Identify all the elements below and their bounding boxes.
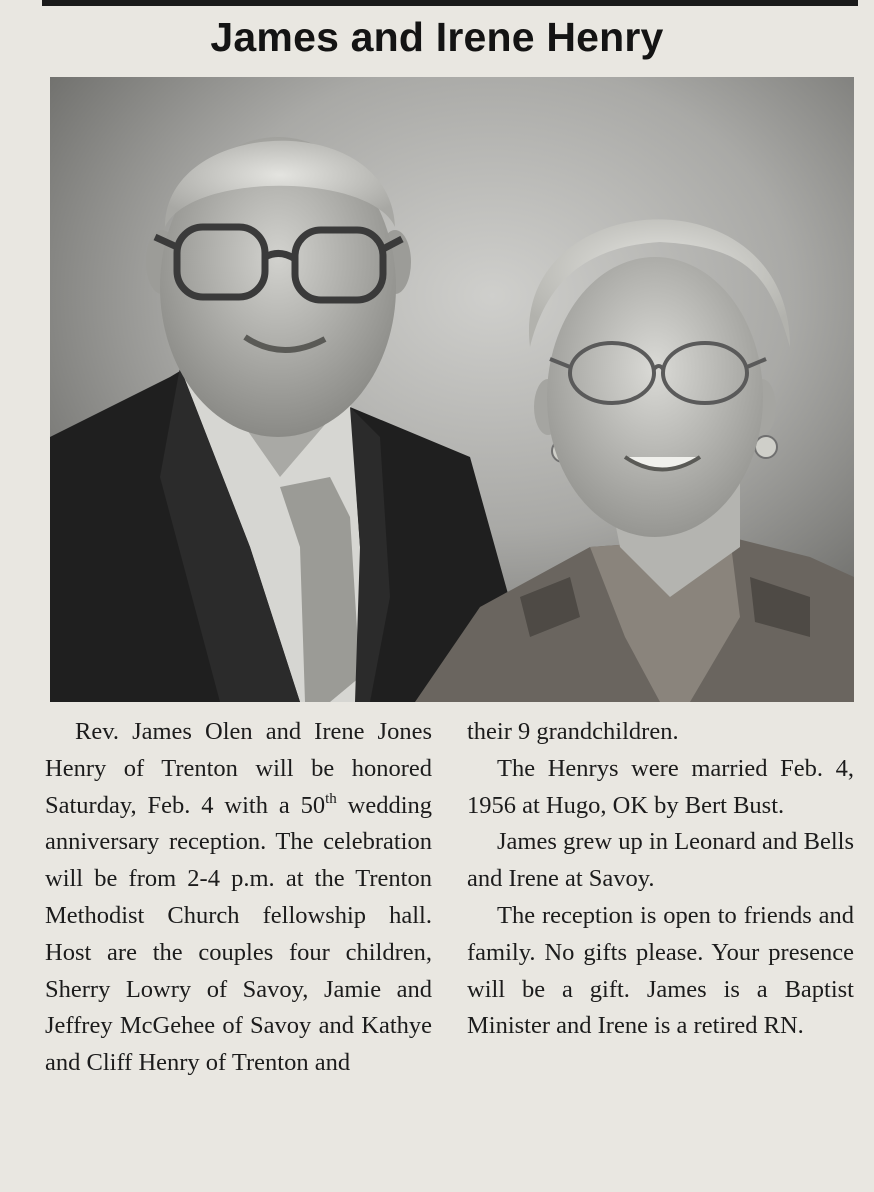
- couple-photo-illustration: [50, 77, 854, 702]
- article-column-left: [45, 714, 432, 1082]
- top-rule: [42, 0, 858, 6]
- paragraph-anniversary: Rev. James Olen and Irene Jones Henry of Trenton will be honored Saturday, Feb. 4 with a 50th wedding anniversary reception. The celebration will be from 2-4 p.m. at the Trenton Methodist Church fellowship hall. Host are the couples four children, Sherry Lowry of Savoy, Jamie and Jeffrey McGehee of Savoy and Kathye and Cliff Henry of Trenton and: [45, 718, 433, 1077]
- paragraph-reception: The reception is open to friends and family. No gifts please. Your presence will be a gift. James is a Baptist Minister and Irene is a retired RN.: [467, 901, 854, 1040]
- paragraph-grandchildren: their 9 grandchildren.: [467, 718, 679, 745]
- couple-photo: [50, 77, 854, 702]
- ordinal-suffix: th: [325, 790, 337, 807]
- headline: James and Irene Henry: [210, 14, 664, 60]
- paragraph-grew-up: James grew up in Leonard and Bells and Irene at Savoy.: [467, 828, 854, 893]
- article-column-right: [467, 714, 854, 1045]
- paragraph-married: The Henrys were married Feb. 4, 1956 at Hugo, OK by Bert Bust.: [467, 754, 854, 819]
